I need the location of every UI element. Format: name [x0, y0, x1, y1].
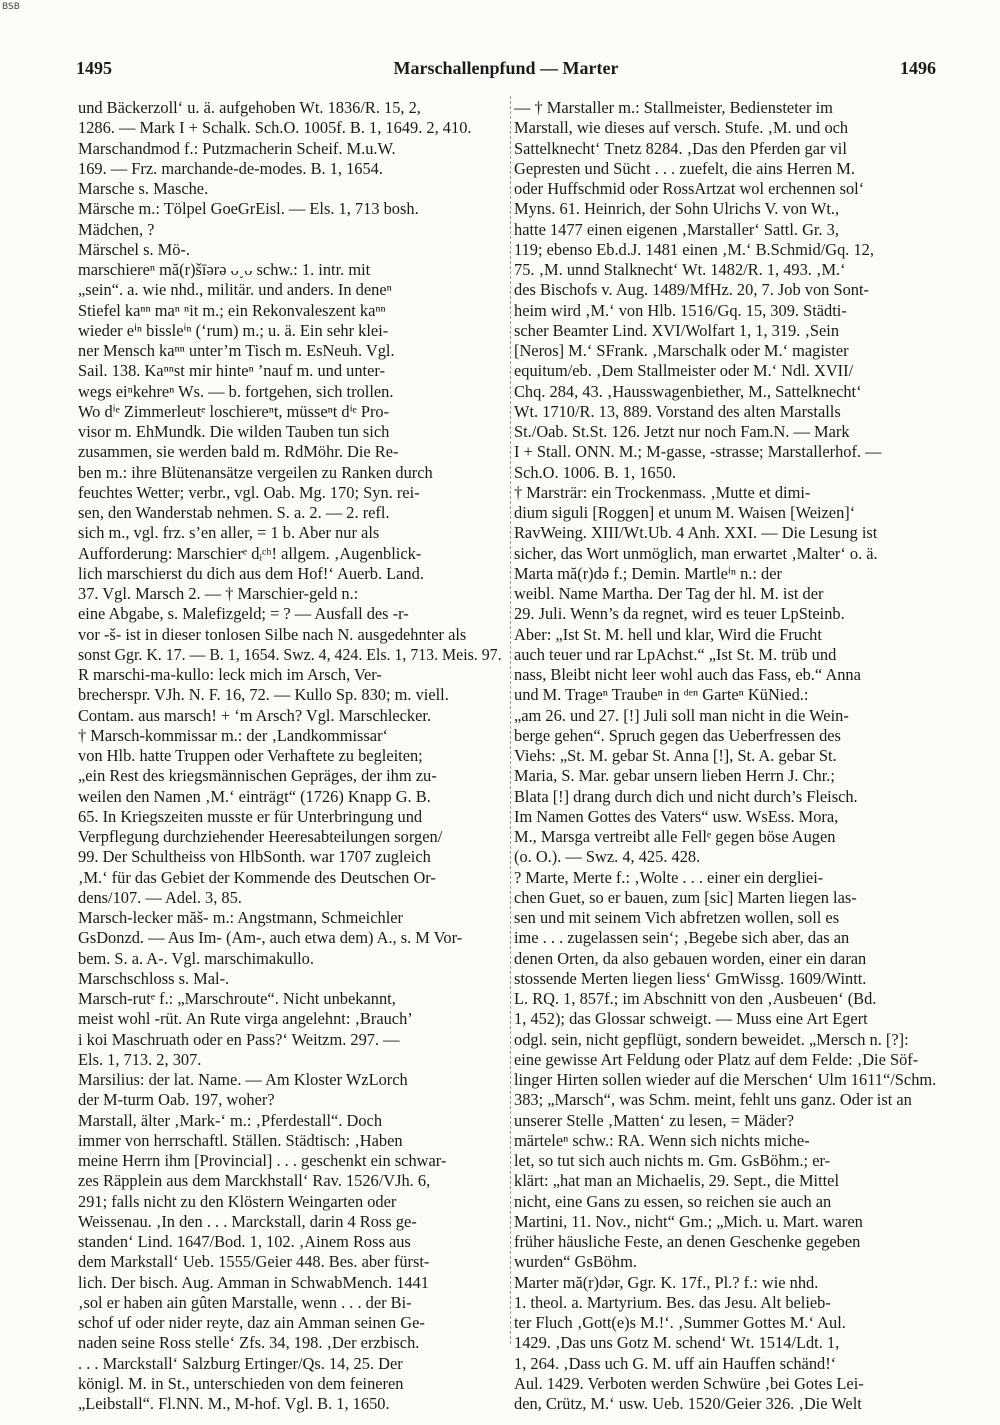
text-line: „ein Rest des kriegsmännischen Gepräges, der ihm zu- — [78, 766, 437, 786]
text-line: Chq. 284, 43. ‚Hausswagenbiether, M., Sattelknecht‘ — [514, 381, 862, 401]
text-line: sen, den Wanderstab nehmen. S. a. 2. — 2. refl. — [78, 503, 390, 522]
text-line: Martini, 11. Nov., nicht“ Gm.; „Mich. u. Mart. waren — [514, 1211, 863, 1231]
text-line: Wo dⁱᵉ Zimmerleutᵉ loschiereⁿt, müsseⁿt dⁱᵉ Pro- — [78, 401, 390, 421]
text-line: Gepresten und Sücht . . . zuefelt, die ains Herren M. — [514, 158, 855, 178]
text-line: (o. O.). — Swz. 4, 425. 428. — [514, 847, 701, 867]
text-line: Marstall, älter ‚Mark-‘ m.: ‚Pferdestall“. Doch — [78, 1110, 383, 1130]
text-line: wegs eiⁿkehreⁿ Ws. — b. fortgehen, sich trollen. — [78, 381, 394, 401]
text-line: wieder eⁱⁿ bissleⁱⁿ (‘rum) m.; u. ä. Ein sehr klei- — [78, 320, 389, 340]
text-line: ‚M.‘ für das Gebiet der Kommende des Deutschen Or- — [78, 867, 436, 887]
text-line: — † Marstaller m.: Stallmeister, Bediensteter im — [514, 98, 833, 117]
text-line: St./Oab. St.St. 126. Jetzt nur noch Fam.N. — Mark — [514, 422, 850, 441]
text-line: und M. Trageⁿ Traubeⁿ in ᵈᵉⁿ Garteⁿ KüNied.: — [514, 685, 809, 705]
running-title: Marschallenpfund — Marter — [393, 58, 619, 78]
text-line: Blata [!] drang durch dich und nicht durch’s Fleisch. — [514, 786, 858, 806]
text-line: unserer Stelle ‚Matten‘ zu lesen, = Mäder? — [514, 1110, 795, 1130]
text-line: Sch.O. 1006. B. 1, 1650. — [514, 462, 677, 482]
text-line: schof uf oder nider reyte, daz ain Amman seinen Ge- — [78, 1313, 425, 1332]
text-line: Maria, S. Mar. gebar unsern lieben Herrn J. Chr.; — [514, 766, 835, 786]
text-line: Weissenau. ‚In den . . . Marckstall, darin 4 Ross ge- — [78, 1211, 417, 1231]
text-line: brecherspr. VJh. N. F. 16, 72. — Kullo Sp. 830; m. viell. — [78, 685, 449, 705]
text-line: berge gehen“. Spruch gegen das Ueberfressen des — [514, 725, 841, 745]
text-line: linger Hirten sollen wieder auf die Merschen‘ Ulm 1611“/Schm. — [514, 1070, 936, 1089]
text-line: Marsilius: der lat. Name. — Am Kloster WzLorch — [78, 1070, 408, 1089]
text-line: nicht, eine Gans zu essen, so reichen sie auch an — [514, 1191, 832, 1211]
text-line: immer von herrschaftl. Ställen. Städtisch: ‚Haben — [78, 1130, 403, 1150]
text-line: † Marsträr: ein Trockenmass. ‚Mutte et dimi- — [514, 482, 811, 502]
text-line: ter Fluch ‚Gott(e)s M.!‘. ‚Summer Gottes M.‘ Aul. — [514, 1313, 846, 1332]
text-line: Märsche m.: Tölpel GoeGrEisl. — Els. 1, 713 bosh. — [78, 199, 419, 219]
text-line: † Marsch-kommissar m.: der ‚Landkommissar‘ — [78, 725, 388, 745]
text-line: Aul. 1429. Verboten werden Schwüre ‚bei Gotes Lei- — [514, 1373, 864, 1393]
text-line: GsDonzd. — Aus Im- (Am-, auch etwa dem) A., s. M Vor- — [78, 928, 463, 948]
text-line: 65. In Kriegszeiten musste er für Unterbringung und — [78, 806, 423, 826]
text-line: von Hlb. hatte Truppen oder Verhaftete zu begleiten; — [78, 746, 423, 765]
text-line: dium siguli [Roggen] et unum M. Waisen [Weizen]‘ — [514, 503, 856, 522]
text-line: 1429. ‚Das uns Gotz M. schend‘ Wt. 1514/Ldt. 1, — [514, 1333, 840, 1353]
text-line: weibl. Name Martha. Der Tag der hl. M. ist der — [514, 584, 824, 603]
text-line: märteleⁿ schw.: RA. Wenn sich nichts miche- — [514, 1130, 810, 1150]
text-line: Marta mă(r)də f.; Demin. Martleⁱⁿ n.: der — [514, 563, 782, 583]
text-line: Marter mă(r)dər, Ggr. K. 17f., Pl.? f.: wie nhd. — [514, 1272, 819, 1292]
text-line: 29. Juli. Wenn’s da regnet, wird es teuer LpSteinb. — [514, 604, 845, 624]
text-line: odgl. sein, nicht gepflügt, sondern beweidet. „Mersch n. [?]: — [514, 1029, 909, 1049]
text-line: Marsch-rutᵉ f.: „Marschroute“. Nicht unbekannt, — [78, 989, 396, 1008]
page-number-right: 1496 — [899, 58, 936, 78]
text-line: visor m. EhMundk. Die wilden Tauben tun sich — [78, 422, 390, 441]
text-line: 383; „Marsch“, was Schm. meint, fehlt uns ganz. Oder ist an — [514, 1090, 912, 1110]
text-line: „Leibstall“. Fl.NN. M., M-hof. Vgl. B. 1, 1650. — [78, 1394, 390, 1413]
text-line: denen Orten, da also gebauen worden, einer ein daran — [514, 948, 867, 968]
text-line: hatte 1477 einen eigenen ‚Marstaller‘ Sattl. Gr. 3, — [514, 219, 839, 239]
text-line: Verpflegung durchziehender Heeresabteilungen sorgen/ — [78, 827, 443, 846]
text-line: Marsche s. Masche. — [78, 179, 209, 198]
text-line: und Bäckerzoll‘ u. ä. aufgehoben Wt. 1836/R. 15, 2, — [78, 98, 421, 117]
text-line: ? Marte, Merte f.: ‚Wolte . . . einer ein dergliei- — [514, 867, 824, 887]
text-line: Stiefel kaⁿⁿ maⁿ ⁿit m.; ein Rekonvaleszent kaⁿⁿ — [78, 300, 386, 320]
text-line: zes Räpplein aus dem Marckhstall‘ Rav. 1526/VJh. 6, — [78, 1171, 431, 1191]
text-line: oder Huffschmid oder RossArtzat wol erchennen sol‘ — [514, 179, 865, 198]
text-line: 1286. — Mark I + Schalk. Sch.O. 1005f. B. 1, 1649. 2, 410. — [78, 118, 472, 138]
text-line: Contam. aus marsch! + ‘m Arsch? Vgl. Marschlecker. — [78, 705, 432, 725]
text-line: zusammen, sie werden bald m. RdMöhr. Die Re- — [78, 442, 399, 462]
text-line: meine Herrn ihm [Provincial] . . . geschenkt ein schwar- — [78, 1151, 447, 1170]
text-line: dens/107. — Adel. 3, 85. — [78, 887, 242, 907]
text-line: ben m.: ihre Blütenansätze vergeilen zu Ranken durch — [78, 462, 433, 482]
text-line: Marschschloss s. Mal-. — [78, 968, 230, 988]
text-line: Märschel s. Mö-. — [78, 239, 190, 259]
text-line: Aufforderung: Marschierᵉ dᵢᶜʰ! allgem. ‚Augenblick- — [78, 543, 422, 563]
text-line: früher häusliche Feste, an denen Geschenke gegeben — [514, 1232, 861, 1251]
text-line: lich marschierst du dich aus dem Hof!‘ Auerb. Land. — [78, 563, 424, 583]
text-line: Im Namen Gottes des Vaters“ usw. WsEss. Mora, — [514, 806, 839, 826]
text-line: 169. — Frz. marchande-de-modes. B. 1, 1654. — [78, 158, 383, 178]
text-line: Marstall, wie dieses auf versch. Stufe. ‚M. und och — [514, 118, 849, 138]
text-line: 99. Der Schultheiss von HlbSonth. war 1707 zugleich — [78, 847, 431, 867]
text-line: sonst Ggr. K. 17. — B. 1, 1654. Swz. 4, 424. Els. 1, 713. Meis. 97. — [78, 644, 502, 664]
text-line: Marschandmod f.: Putzmacherin Scheif. M.u.W. — [78, 138, 396, 158]
text-line: chen Guet, so er bauen, zum [sic] Marten liegen las- — [514, 887, 857, 907]
text-line: 1, 452); das Glossar schweigt. — Muss eine Art Egert — [514, 1009, 868, 1029]
text-line: 37. Vgl. Marsch 2. — † Marschier-geld n.: — [78, 584, 359, 603]
text-line: I + Stall. ONN. M.; M-gasse, -strasse; Marstallerhof. — — [514, 442, 882, 462]
text-line: eine Abgabe, s. Malefizgeld; = ? — Ausfall des -r- — [78, 604, 409, 624]
text-line: feuchtes Wetter; verbr., vgl. Oab. Mg. 170; Syn. rei- — [78, 482, 420, 502]
text-line: ime . . . zugelassen sein‘; ‚Begebe sich aber, das an — [514, 928, 850, 948]
text-line: equitum/eb. ‚Dem Stallmeister oder M.‘ Ndl. XVII/ — [514, 361, 854, 381]
text-line: 75. ‚M. unnd Stalknecht‘ Wt. 1482/R. 1, 493. ‚M.‘ — [514, 260, 846, 279]
text-line: ‚sol er haben ain gûten Marstalle, wenn . . . der Bi- — [78, 1292, 412, 1312]
text-line: Els. 1, 713. 2, 307. — [78, 1049, 202, 1069]
text-line: des Bischofs v. Aug. 1489/MfHz. 20, 7. Job von Sont- — [514, 280, 869, 300]
text-line: scher Beamter Lind. XVI/Wolfart 1, 1, 319. ‚Sein — [514, 320, 840, 340]
text-line: Viehs: „St. M. gebar St. Anna [!], St. A. gebar St. — [514, 746, 837, 765]
text-line: Aber: „Ist St. M. hell und klar, Wird die Frucht — [514, 624, 822, 644]
text-line: „am 26. und 27. [!] Juli soll man nicht in die Wein- — [514, 705, 849, 725]
text-line: ner Mensch kaⁿⁿ unter’m Tisch m. EsNeuh. Vgl. — [78, 341, 395, 360]
text-line: eine gewisse Art Feldung oder Platz auf dem Felde: ‚Die Söf- — [514, 1049, 919, 1069]
text-line: RavWeing. XIII/Wt.Ub. 4 Anh. XXI. — Die Lesung ist — [514, 523, 878, 543]
text-line: Sail. 138. Kaⁿⁿst mir hinteⁿ ’nauf m. und unter- — [78, 361, 385, 381]
text-line: klärt: „hat man an Michaelis, 29. Sept., die Mittel — [514, 1171, 840, 1191]
text-line: Sattelknecht‘ Tnetz 8284. ‚Das den Pferden gar vil — [514, 138, 847, 158]
text-line: i koi Maschruath oder en Pass?‘ Weitzm. 297. — — [78, 1029, 400, 1049]
text-line: stossende Merten liegen liess‘ GmWissg. 1609/Wintt. — [514, 968, 867, 988]
library-stamp: BSB — [2, 2, 20, 12]
text-line: lich. Der bisch. Aug. Amman in SchwabMench. 1441 — [78, 1272, 429, 1292]
text-line: dem Markstall‘ Ueb. 1555/Geier 448. Bes. aber fürst- — [78, 1252, 430, 1272]
text-line: nass, Bleibt nicht leer wohl auch das Fass, eb.“ Anna — [514, 665, 861, 684]
text-line: standen‘ Lind. 1647/Bod. 1, 102. ‚Ainem Ross aus — [78, 1232, 411, 1251]
text-line: vor -š- ist in dieser tonlosen Silbe nach N. ausgedehnter als — [78, 624, 467, 644]
text-line: weilen den Namen ‚M.‘ einträgt“ (1726) Knapp G. B. — [78, 786, 431, 806]
left-column — [78, 98, 502, 1414]
text-line: let, so tut sich auch nichts m. Gm. GsBöhm.; er- — [514, 1151, 831, 1170]
text-line: heim wird ‚M.‘ von Hlb. 1516/Gq. 15, 309. Städti- — [514, 300, 847, 320]
text-line: . . . Marckstall‘ Salzburg Ertinger/Qs. 14, 25. Der — [78, 1353, 403, 1373]
text-line: 119; ebenso Eb.d.J. 1481 einen ‚M.‘ B.Schmid/Gq. 12, — [514, 239, 874, 259]
text-line: meist wohl -rüt. An Rute virga angelehnt: ‚Brauch’ — [78, 1009, 413, 1029]
text-line: Wt. 1710/R. 13, 889. Vorstand des alten Marstalls — [514, 401, 841, 421]
text-line: Myns. 61. Heinrich, der Sohn Ulrichs V. von Wt., — [514, 199, 840, 219]
text-line: Marsch-lecker măš- m.: Angstmann, Schmeichler — [78, 908, 403, 927]
text-line: königl. M. in St., unterschieden von dem feineren — [78, 1373, 404, 1393]
page-header — [76, 58, 936, 79]
text-line: bem. S. a. A-. Vgl. marschimakullo. — [78, 948, 314, 968]
text-line: auch teuer und rar LpAchst.“ „Ist St. M. trüb und — [514, 644, 837, 664]
text-line: 291; falls nicht zu den Klöstern Weingarten oder — [78, 1191, 397, 1211]
text-line: den, Crütz, M.‘ usw. Ueb. 1520/Geier 326. ‚Die Welt — [514, 1394, 862, 1413]
text-line: sich m., vgl. frz. s’en aller, = 1 b. Aber nur als — [78, 523, 380, 543]
text-line: marschiereⁿ mă(r)šīərə ᴗ˯ᴗ schw.: 1. intr. mit — [78, 260, 371, 279]
column-divider — [510, 96, 511, 1344]
text-line: L. RQ. 1, 857f.; im Abschnitt von den ‚Ausbeuen‘ (Bd. — [514, 989, 877, 1008]
text-line: Mädchen, ? — [78, 219, 155, 239]
text-line: 1. theol. a. Martyrium. Bes. das Jesu. Alt belieb- — [514, 1292, 831, 1312]
text-line: der M-turm Oab. 197, woher? — [78, 1090, 275, 1110]
text-line: [Neros] M.‘ SFrank. ‚Marschalk oder M.‘ magister — [514, 341, 849, 360]
text-line: sen und mit seinem Vich abfretzen wollen, soll es — [514, 908, 840, 927]
text-line: sicher, das Wort unmöglich, man erwartet ‚Malter‘ o. ä. — [514, 543, 878, 563]
text-line: M., Marsga vertreibt alle Fellᵉ gegen böse Augen — [514, 827, 836, 846]
right-column — [514, 98, 936, 1414]
text-line: 1, 264. ‚Dass uch G. M. uff ain Hauffen schänd!‘ — [514, 1353, 837, 1373]
text-line: „sein“. a. wie nhd., militär. und anders. In deneⁿ — [78, 280, 392, 300]
text-line: R marschi-ma-kullo: leck mich im Arsch, Ver- — [78, 665, 382, 684]
text-line: naden seine Ross stelle‘ Zfs. 34, 198. ‚Der erzbisch. — [78, 1333, 420, 1353]
text-line: wurden“ GsBöhm. — [514, 1252, 637, 1272]
page-number-left: 1495 — [76, 58, 112, 78]
